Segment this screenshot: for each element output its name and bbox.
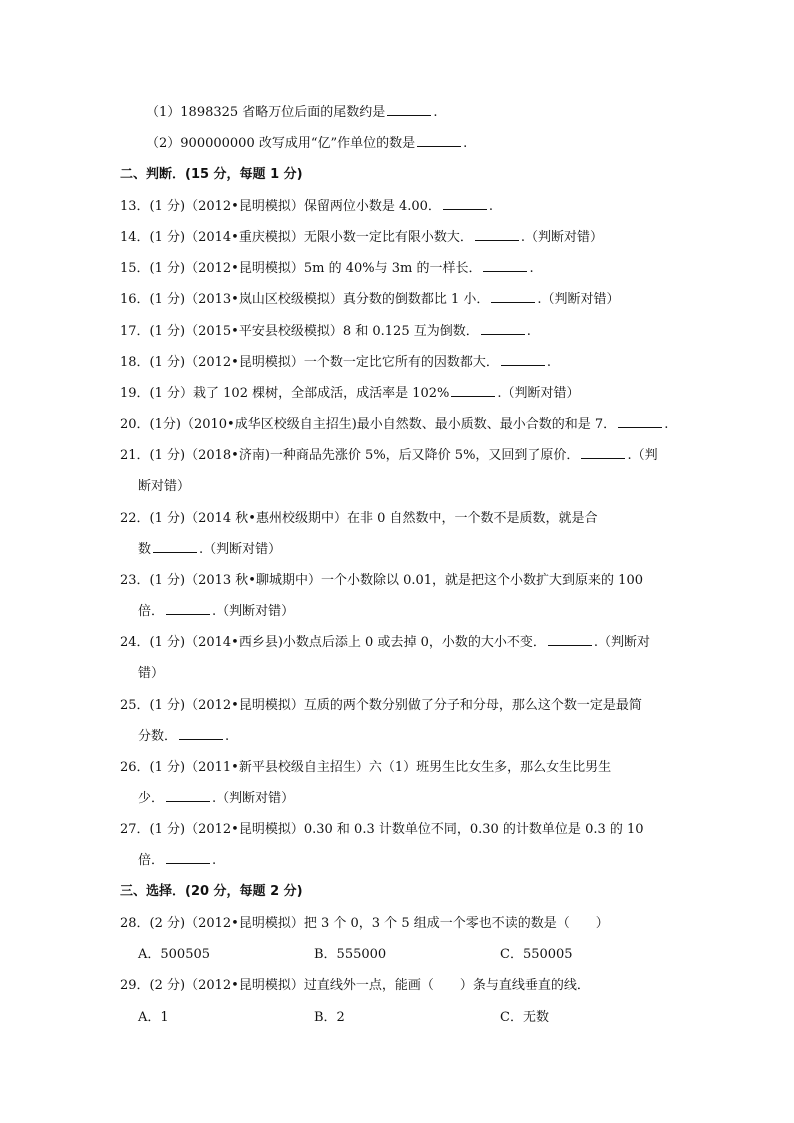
answer-blank[interactable] xyxy=(166,789,210,802)
question-15: 15．(1 分)（2012•昆明模拟）5m 的 40%与 3m 的一样长． . xyxy=(120,261,534,276)
option-a[interactable]: A．500505 xyxy=(138,947,211,962)
option-a[interactable]: A．1 xyxy=(138,1010,169,1025)
question-14: 14．(1 分)（2014•重庆模拟）无限小数一定比有限小数大． .（判断对错） xyxy=(120,230,603,245)
answer-blank[interactable] xyxy=(417,134,461,147)
question-26-cont: 少． .（判断对错） xyxy=(138,791,295,806)
question-line-fill-1: （1）1898325 省略万位后面的尾数约是 . xyxy=(146,105,438,120)
option-c[interactable]: C．无数 xyxy=(500,1010,549,1025)
answer-blank[interactable] xyxy=(481,322,525,335)
question-24-cont: 错） xyxy=(138,666,165,681)
option-b[interactable]: B．555000 xyxy=(314,947,387,962)
answer-blank[interactable] xyxy=(387,103,431,116)
answer-blank[interactable] xyxy=(475,228,519,241)
answer-blank[interactable] xyxy=(451,384,495,397)
question-27-cont: 倍． . xyxy=(138,853,217,868)
question-25-cont: 分数． . xyxy=(138,729,230,744)
answer-blank[interactable] xyxy=(501,353,545,366)
question-13: 13．(1 分)（2012•昆明模拟）保留两位小数是 4.00． . xyxy=(120,199,494,214)
question-20: 20．(1分)（2010•成华区校级自主招生)最小自然数、最小质数、最小合数的和是 7． . xyxy=(120,417,669,432)
answer-blank[interactable] xyxy=(166,851,210,864)
answer-blank[interactable] xyxy=(153,540,197,553)
answer-blank[interactable] xyxy=(548,633,592,646)
question-26: 26．(1 分)（2011•新平县校级自主招生）六（1）班男生比女生多，那么女生比男生 xyxy=(120,760,612,775)
question-27: 27．(1 分)（2012•昆明模拟）0.30 和 0.3 计数单位不同，0.30 的计数单位是 0.3 的 10 xyxy=(120,822,644,837)
question-24: 24．(1 分)（2014•西乡县)小数点后添上 0 或去掉 0，小数的大小不变． .（判断对 xyxy=(120,635,650,650)
question-16: 16．(1 分)（2013•岚山区校级模拟）真分数的倒数都比 1 小． .（判断对错） xyxy=(120,292,620,307)
answer-blank[interactable] xyxy=(483,259,527,272)
question-22: 22．(1 分)（2014 秋•惠州校级期中）在非 0 自然数中，一个数不是质数，就是合 xyxy=(120,511,598,526)
answer-blank[interactable] xyxy=(491,290,535,303)
answer-blank[interactable] xyxy=(179,727,223,740)
option-c[interactable]: C．550005 xyxy=(500,947,573,962)
question-19: 19．(1 分）栽了 102 棵树，全部成活，成活率是 102% .（判断对错） xyxy=(120,386,580,401)
question-23: 23．(1 分)（2013 秋•聊城期中）一个小数除以 0.01，就是把这个小数扩大到原来的 100 xyxy=(120,573,643,588)
question-23-cont: 倍． .（判断对错） xyxy=(138,604,295,619)
answer-blank[interactable] xyxy=(166,602,210,615)
answer-blank[interactable] xyxy=(618,415,662,428)
question-29: 29．(2 分)（2012•昆明模拟）过直线外一点，能画（ ）条与直线垂直的线． xyxy=(120,978,590,993)
question-18: 18．(1 分)（2012•昆明模拟）一个数一定比它所有的因数都大． . xyxy=(120,355,551,370)
question-22-cont: 数 .（判断对错） xyxy=(138,542,282,557)
section-heading-judge: 二、判断．(15 分，每题 1 分) xyxy=(120,167,303,182)
section-heading-choice: 三、选择．(20 分，每题 2 分) xyxy=(120,884,303,899)
answer-blank[interactable] xyxy=(443,197,487,210)
question-17: 17．(1 分)（2015•平安县校级模拟）8 和 0.125 互为倒数． . xyxy=(120,324,531,339)
question-21: 21．(1 分)（2018•济南)一种商品先涨价 5%，后又降价 5%，又回到了原价． .（判 xyxy=(120,448,658,463)
question-line-fill-2: （2）900000000 改写成用“亿”作单位的数是 . xyxy=(146,136,468,151)
question-28: 28．(2 分)（2012•昆明模拟）把 3 个 0，3 个 5 组成一个零也不读的数是（ ） xyxy=(120,916,609,931)
question-25: 25．(1 分)（2012•昆明模拟）互质的两个数分别做了分子和分母，那么这个数一定是最简 xyxy=(120,698,642,713)
answer-blank[interactable] xyxy=(581,446,625,459)
option-b[interactable]: B．2 xyxy=(314,1010,345,1025)
question-21-cont: 断对错） xyxy=(138,479,191,494)
